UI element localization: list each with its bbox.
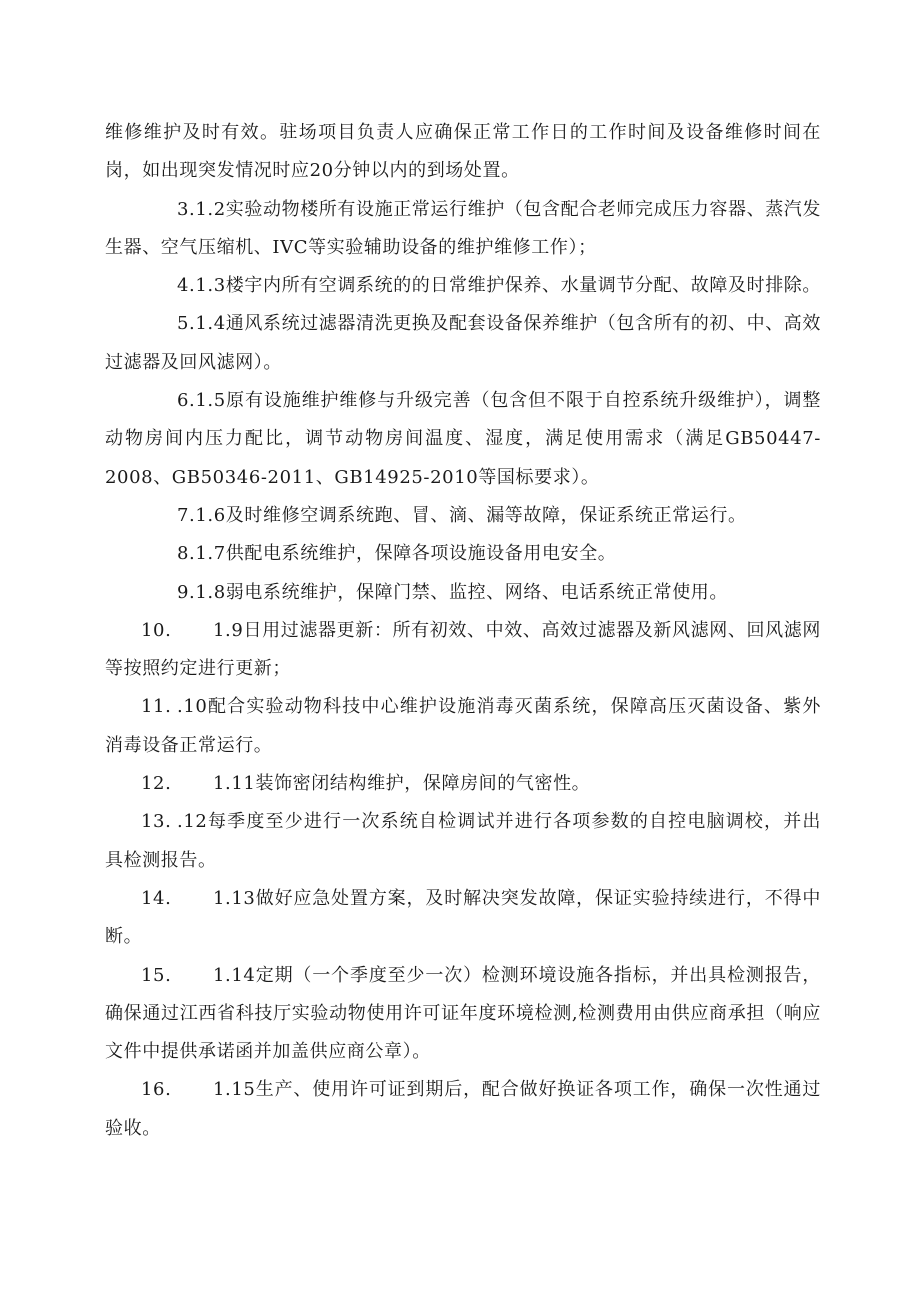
item-number: 9. bbox=[177, 581, 196, 603]
paragraph-item-16 bbox=[105, 1071, 821, 1148]
item-number: 4. bbox=[177, 275, 196, 297]
paragraph-text: 1.6及时维修空调系统跑、冒、滴、漏等故障，保证系统正常运行。 bbox=[195, 504, 747, 526]
paragraph-item-3 bbox=[105, 191, 821, 268]
paragraph-text: 1.4通风系统过滤器清洗更换及配套设备保养维护（包含所有的初、中、高效过滤器及回风滤网）。 bbox=[105, 313, 821, 373]
item-number: 14. bbox=[141, 887, 172, 909]
item-number: 11. bbox=[141, 696, 172, 718]
paragraph-item-12 bbox=[105, 765, 821, 803]
paragraph-item-6 bbox=[105, 382, 821, 497]
paragraph-item-15 bbox=[105, 957, 821, 1072]
paragraph-text: 1.9日用过滤器更新：所有初效、中效、高效过滤器及新风滤网、回风滤网等按照约定进行更新； bbox=[105, 619, 821, 680]
paragraph-item-14 bbox=[105, 880, 821, 957]
item-number: 3. bbox=[177, 198, 196, 220]
paragraph-item-5 bbox=[105, 305, 821, 382]
paragraph-item-8 bbox=[105, 535, 821, 573]
paragraph-text: 1.15生产、使用许可证到期后，配合做好换证各项工作，确保一次性通过验收。 bbox=[105, 1079, 821, 1139]
paragraph-text: 1.2实验动物楼所有设施正常运行维护（包含配合老师完成压力容器、蒸汽发生器、空气压缩机、IVC等实验辅助设备的维护维修工作）； bbox=[105, 198, 821, 258]
paragraph-item-4 bbox=[105, 267, 821, 305]
paragraph-text: 1.14定期（一个季度至少一次）检测环境设施各指标，并出具检测报告，确保通过江西省科技厅实验动物使用许可证年度环境检测,检测费用由供应商承担（响应文件中提供承诺函并加盖供应商公章）。 bbox=[105, 964, 821, 1063]
paragraph-text: 1.3楼宇内所有空调系统的的日常维护保养、水量调节分配、故障及时排除。 bbox=[195, 275, 821, 297]
item-number: 6. bbox=[177, 390, 196, 412]
paragraph-text: 维修维护及时有效。驻场项目负责人应确保正常工作日的工作时间及设备维修时间在岗，如出现突发情况时应20分钟以内的到场处置。 bbox=[105, 122, 821, 182]
item-number: 12. bbox=[141, 773, 172, 795]
paragraph-item-13 bbox=[105, 803, 821, 880]
item-number: 10. bbox=[141, 619, 172, 641]
paragraph-text: 1.11装饰密闭结构维护，保障房间的气密性。 bbox=[213, 773, 591, 795]
paragraph-item-7 bbox=[105, 497, 821, 535]
paragraph-text: .12每季度至少进行一次系统自检调试并进行各项参数的自控电脑调校，并出具检测报告。 bbox=[105, 811, 821, 871]
paragraph-item-10 bbox=[105, 612, 821, 689]
paragraph-text: 1.7供配电系统维护，保障各项设施设备用电安全。 bbox=[195, 543, 617, 565]
item-number: 8. bbox=[177, 543, 196, 565]
paragraph-text: 1.5原有设施维护维修与升级完善（包含但不限于自控系统升级维护），调整动物房间内压力配比，调节动物房间温度、湿度，满足使用需求（满足GB50447-2008、GB50346-2011、GB14925-2010等国标要求）。 bbox=[105, 390, 821, 488]
paragraph-text: .10配合实验动物科技中心维护设施消毒灭菌系统，保障高压灭菌设备、紫外消毒设备正常运行。 bbox=[105, 696, 821, 756]
item-number: 7. bbox=[177, 504, 196, 526]
document-body bbox=[105, 114, 821, 1148]
paragraph-text: 1.13做好应急处置方案，及时解决突发故障，保证实验持续进行，不得中断。 bbox=[105, 887, 821, 948]
item-number: 13. bbox=[141, 811, 172, 833]
item-number: 5. bbox=[177, 313, 196, 335]
item-number: 16. bbox=[141, 1079, 172, 1101]
item-number: 15. bbox=[141, 964, 172, 986]
paragraph-text: 1.8弱电系统维护，保障门禁、监控、网络、电话系统正常使用。 bbox=[195, 581, 728, 603]
paragraph-continuation bbox=[105, 114, 821, 191]
paragraph-item-11 bbox=[105, 688, 821, 765]
paragraph-item-9 bbox=[105, 574, 821, 612]
